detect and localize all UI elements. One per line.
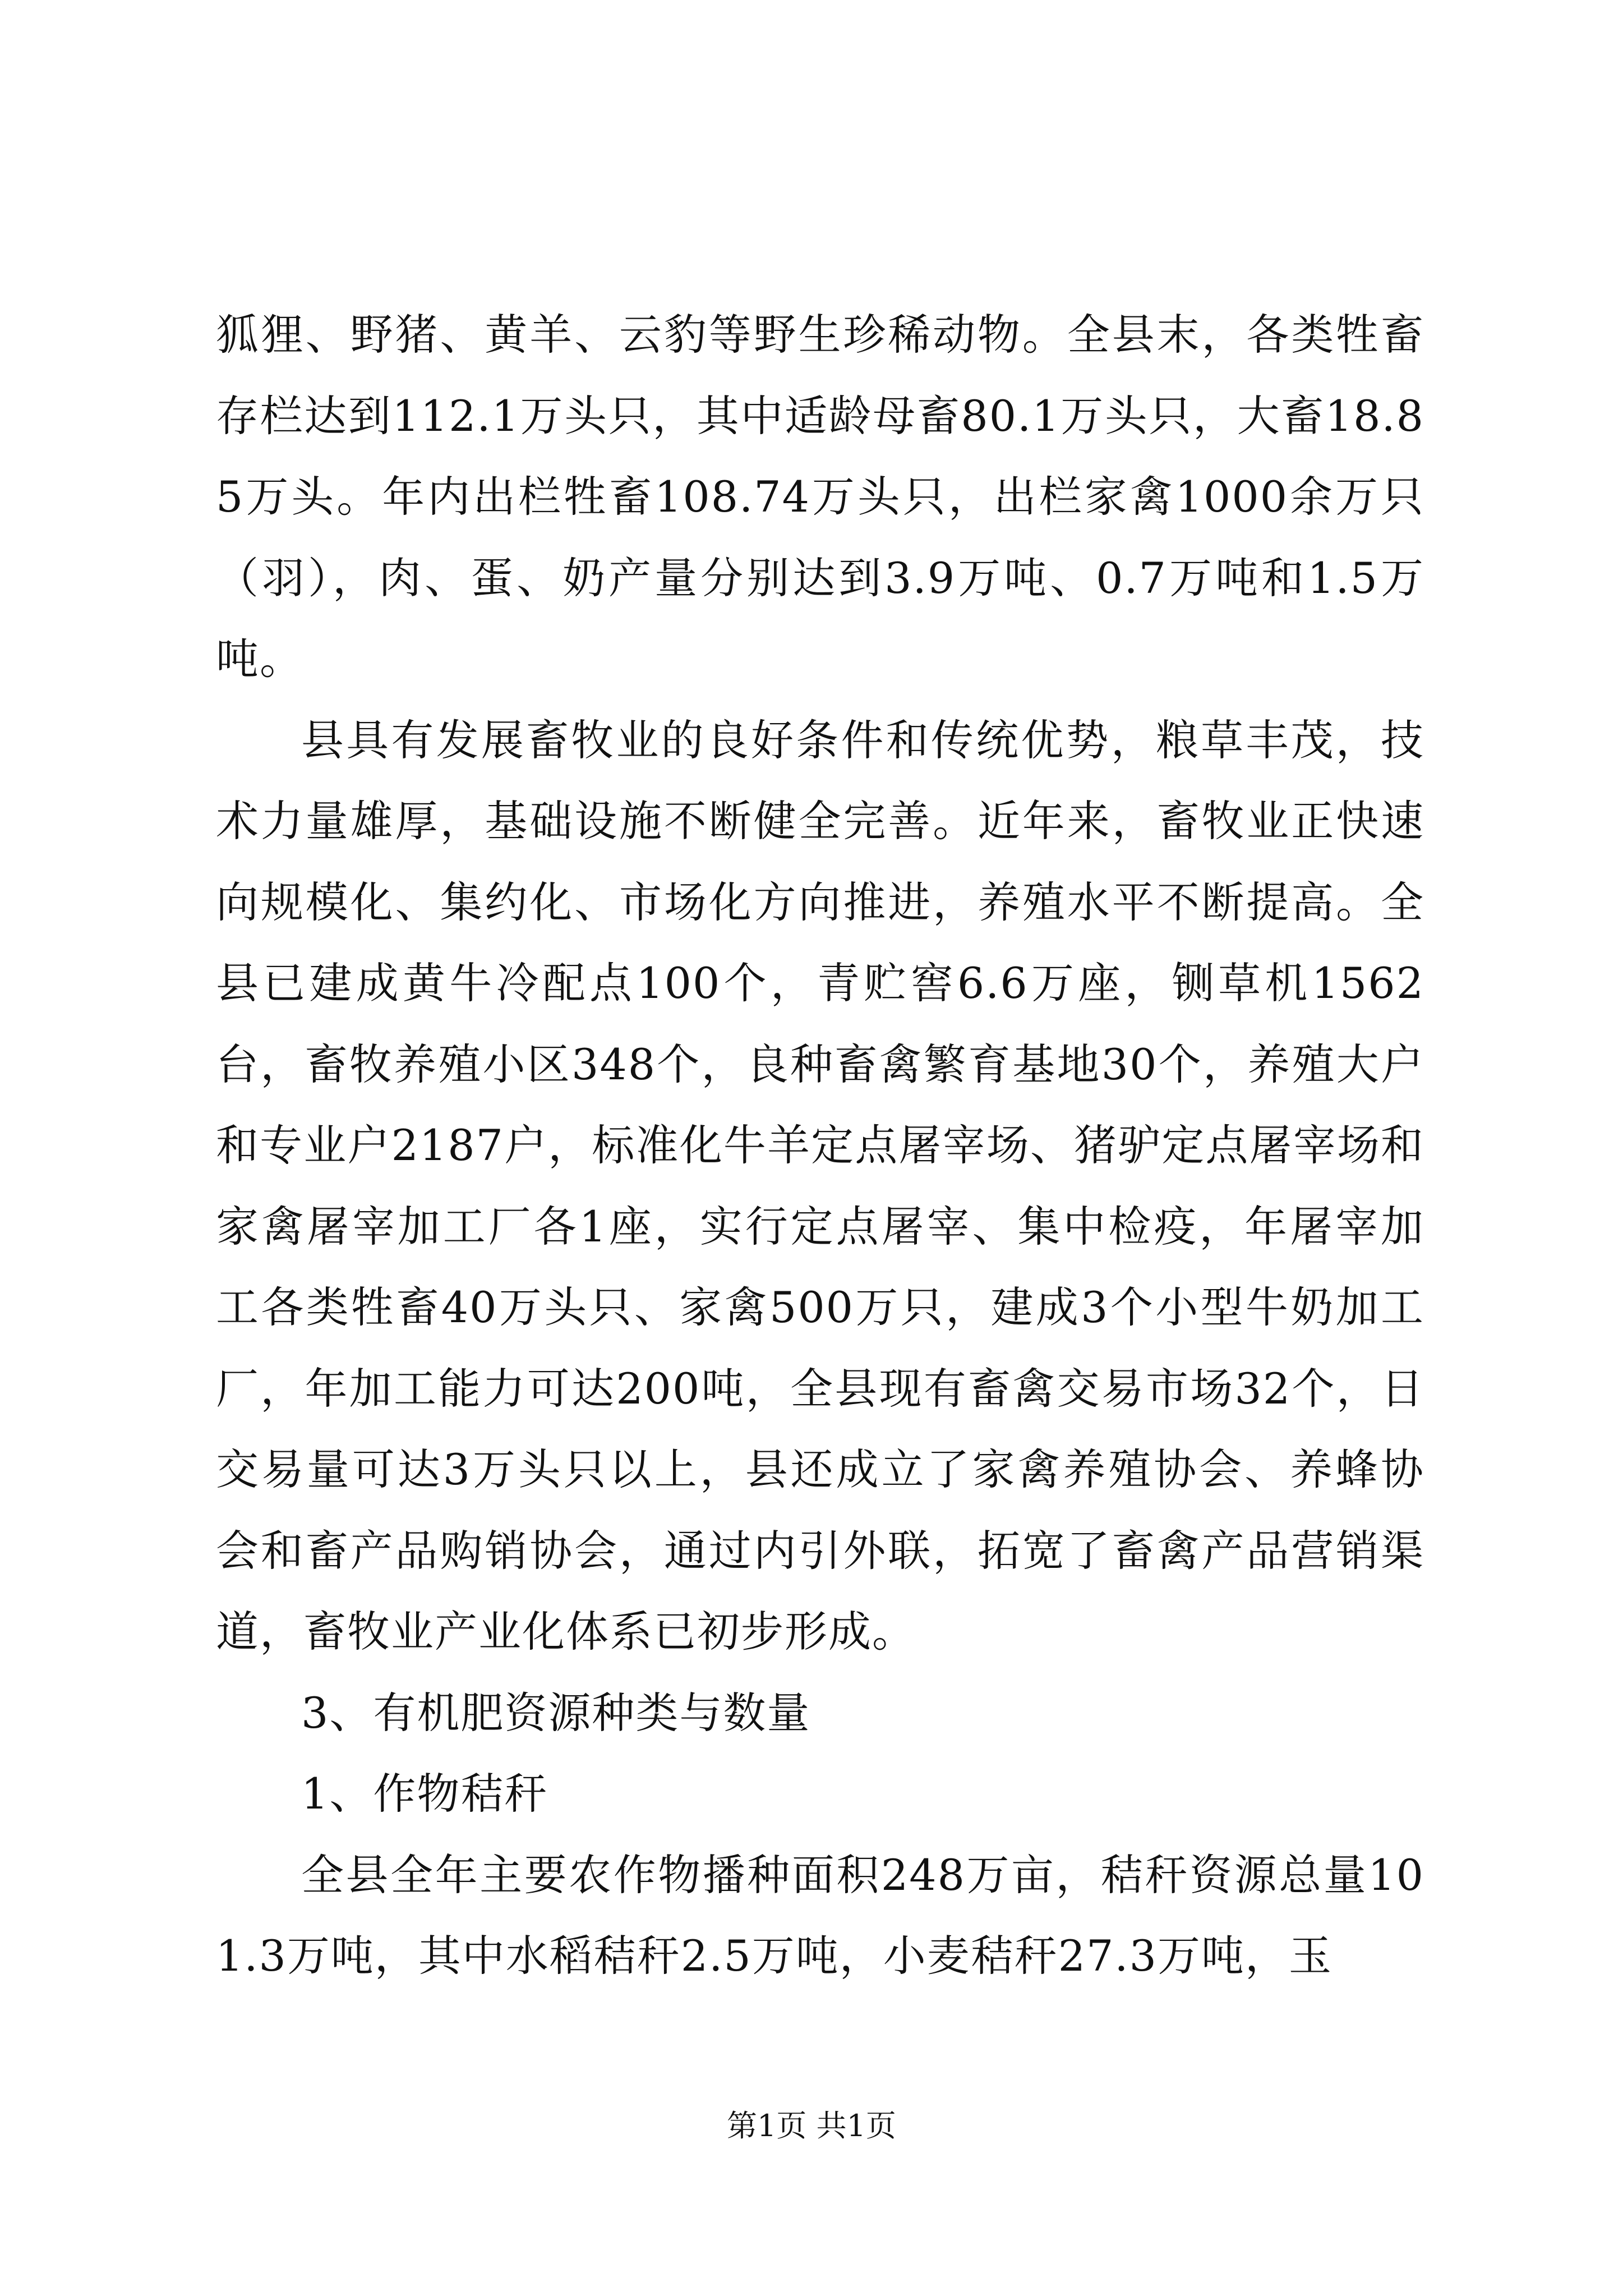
paragraph-crop-straw: 全县全年主要农作物播种面积248万亩，秸秆资源总量101.3万吨，其中水稻秸秆2.5万吨，小麦秸秆27.3万吨，玉 — [216, 1849, 1424, 1981]
paragraph-animal-husbandry: 县具有发展畜牧业的良好条件和传统优势，粮草丰茂，技术力量雄厚，基础设施不断健全完善。近年来，畜牧业正快速向规模化、集约化、市场化方向推进，养殖水平不断提高。全县已建成黄牛冷配点100个，青贮窖6.6万座，铡草机1562台，畜牧养殖小区348个，良种畜禽繁育基地30个，养殖大户和专业户2187户，标准化牛羊定点屠宰场、猪驴定点屠宰场和家禽屠宰加工厂各1座，实行定点屠宰、集中检疫，年屠宰加工各类牲畜40万头只、家禽500万只，建成3个小型牛奶加工厂，年加工能力可达200吨，全县现有畜禽交易市场32个，日交易量可达3万头只以上，县还成立了家禽养殖协会、养蜂协会和畜产品购销协会，通过内引外联，拓宽了畜禽产品营销渠道，畜牧业产业化体系已初步形成。 — [216, 715, 1424, 1657]
section-heading-organic-fertilizer: 3、有机肥资源种类与数量 — [301, 1687, 811, 1738]
paragraph-livestock-stats: 狐狸、野猪、黄羊、云豹等野生珍稀动物。全县末，各类牲畜存栏达到112.1万头只，其中适龄母畜80.1万头只，大畜18.85万头。年内出栏牲畜108.74万头只，出栏家禽1000余万只（羽），肉、蛋、奶产量分别达到3.9万吨、0.7万吨和1.5万吨。 — [216, 310, 1424, 684]
subsection-heading-crop-straw: 1、作物秸秆 — [301, 1769, 548, 1819]
document-body — [216, 295, 1424, 1997]
page-footer: 第1页 共1页 — [727, 2108, 896, 2143]
